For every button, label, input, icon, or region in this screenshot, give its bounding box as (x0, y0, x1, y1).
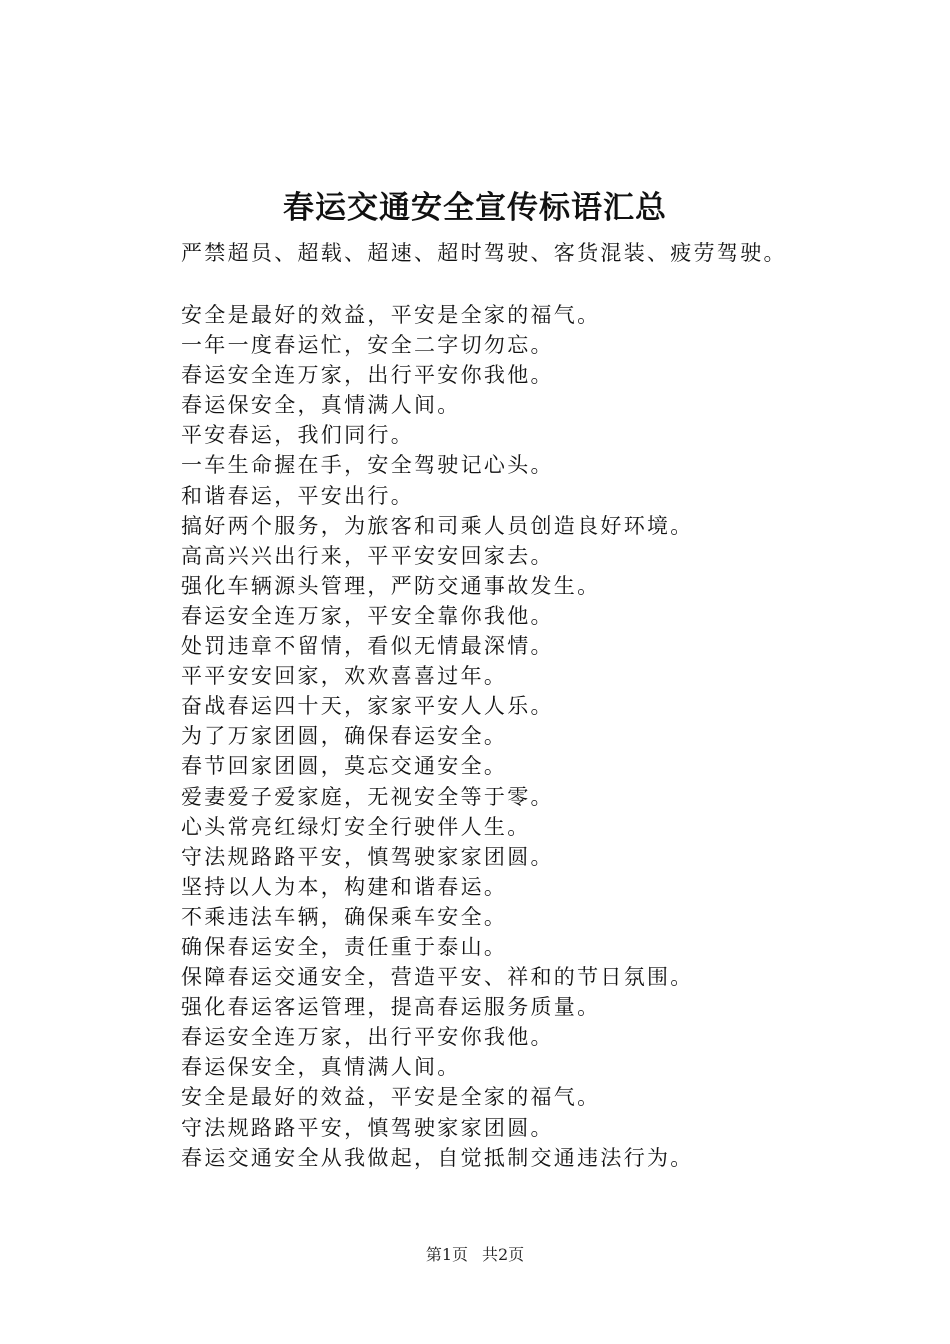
slogan-line: 爱妻爱子爱家庭，无视安全等于零。 (181, 784, 554, 809)
slogan-line: 强化春运客运管理，提高春运服务质量。 (181, 995, 601, 1020)
slogan-line: 平平安安回家，欢欢喜喜过年。 (181, 664, 508, 689)
slogan-line: 和谐春运，平安出行。 (181, 483, 414, 508)
slogan-line: 保障春运交通安全，营造平安、祥和的节日氛围。 (181, 965, 694, 990)
slogan-list (181, 300, 881, 1173)
page-total: 共2页 (482, 1245, 525, 1264)
slogan-line: 搞好两个服务，为旅客和司乘人员创造良好环境。 (181, 513, 694, 538)
intro-text: 严禁超员、超载、超速、超时驾驶、客货混装、疲劳驾驶。 (181, 241, 787, 265)
slogan-line: 春运交通安全从我做起，自觉抵制交通违法行为。 (181, 1145, 694, 1170)
slogan-line: 为了万家团圆，确保春运安全。 (181, 724, 508, 749)
page-footer (0, 1244, 950, 1266)
slogan-line: 春运保安全，真情满人间。 (181, 1055, 461, 1080)
slogan-line: 不乘违法车辆，确保乘车安全。 (181, 904, 508, 929)
slogan-line: 奋战春运四十天，家家平安人人乐。 (181, 694, 554, 719)
slogan-line: 安全是最好的效益，平安是全家的福气。 (181, 303, 601, 327)
slogan-line: 心头常亮红绿灯安全行驶伴人生。 (181, 814, 531, 839)
slogan-line: 坚持以人为本，构建和谐春运。 (181, 874, 508, 899)
slogan-line: 一年一度春运忙，安全二字切勿忘。 (181, 333, 554, 358)
slogan-line: 春运保安全，真情满人间。 (181, 393, 461, 418)
page-number: 第1页 (425, 1245, 468, 1264)
document-title: 春运交通安全宣传标语汇总 (283, 190, 667, 226)
slogan-line: 平安春运，我们同行。 (181, 423, 414, 448)
slogan-line: 安全是最好的效益，平安是全家的福气。 (181, 1085, 601, 1110)
slogan-line: 春运安全连万家，平安全靠你我他。 (181, 603, 554, 628)
slogan-line: 春节回家团圆，莫忘交通安全。 (181, 754, 508, 779)
slogan-line: 处罚违章不留情，看似无情最深情。 (181, 634, 554, 659)
slogan-line: 春运安全连万家，出行平安你我他。 (181, 1025, 554, 1050)
slogan-line: 强化车辆源头管理，严防交通事故发生。 (181, 573, 601, 598)
slogan-line: 确保春运安全，责任重于泰山。 (181, 934, 508, 959)
slogan-line: 春运安全连万家，出行平安你我他。 (181, 363, 554, 388)
slogan-line: 一车生命握在手，安全驾驶记心头。 (181, 453, 554, 478)
slogan-line: 守法规路路平安，慎驾驶家家团圆。 (181, 1115, 554, 1140)
slogan-line: 守法规路路平安，慎驾驶家家团圆。 (181, 844, 554, 869)
slogan-line: 高高兴兴出行来，平平安安回家去。 (181, 543, 554, 568)
